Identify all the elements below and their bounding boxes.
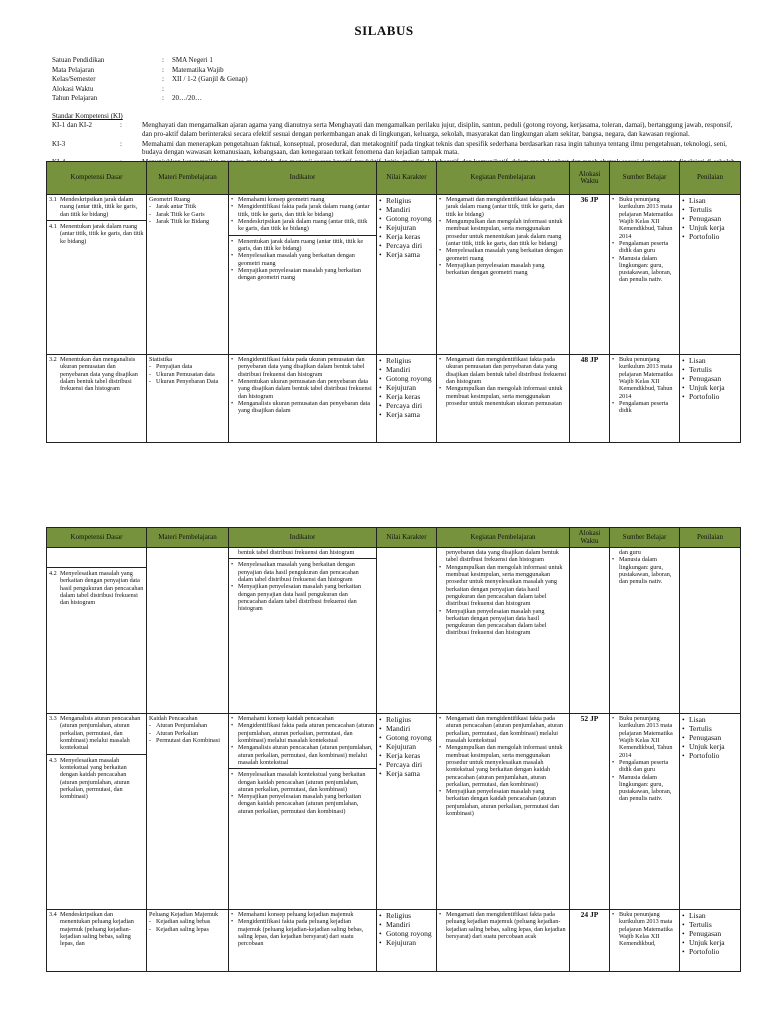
header-kegiatan: Kegiatan Pembelajaran [437, 528, 570, 548]
list-item: • Tertulis [682, 205, 738, 214]
list-item: • Unjuk kerja [682, 383, 738, 392]
header-kompetensi-dasar: Kompetensi Dasar [47, 162, 147, 195]
alokasi-cell [570, 548, 610, 714]
syllabus-table-1 [46, 161, 741, 443]
materi-cell: Peluang Kejadian Majemuk - Kejadian saling bebas - Kejadian saling lepas [147, 910, 229, 972]
ki-row: KI-1 dan KI-2 : Menghayati dan mengamalkan ajaran agama yang dianutnya serta Menghayati dan mengamalkan perilaku jujur, disiplin, santun, peduli (gotong royong, kerjasama, toleran, damai), bertanggung jawab, responsif, dan pro-aktif dalam berinteraksi secara efektif sesuai dengan perkembangan anak di lingkungan, keluarga, sekolah, masyarakat dan lingkungan alam sekitar, bangsa, negara, dan kawasan regional. [52, 121, 733, 138]
sumber-cell [610, 195, 680, 355]
list-item: • Mandiri [379, 365, 434, 374]
nilai-cell [377, 195, 437, 355]
list-item: - Jarak antar Titik [149, 203, 226, 210]
penilaian-cell [680, 910, 741, 972]
list-item: • Buku penunjang kurikulum 2013 mata pelajaran Matematika Wajib Kelas XII Kemendikbud, Tahun 2014 [612, 356, 677, 400]
list-item: • Memahami konsep kaidah pencacahan [231, 715, 374, 722]
list-item: • Menyajikan penyelesaian masalah yang berkaitan dengan kaidah pencacahan (aturan penjumlahan, aturan perkalian, permutasi dan kombinasi) [231, 793, 374, 815]
list-item: • Mandiri [379, 920, 434, 929]
header-materi: Materi Pembelajaran [147, 528, 229, 548]
list-item: • Portofolio [682, 232, 738, 241]
list-item: • Manusia dalam lingkungan: guru, pustakawan, laboran, dan penulis nativ. [612, 556, 677, 585]
kegiatan-cell [437, 714, 570, 910]
penilaian-cell [680, 355, 741, 443]
list-item: • Kejujuran [379, 938, 434, 947]
nilai-cell [377, 910, 437, 972]
kegiatan-cell [437, 910, 570, 972]
list-item: • Kejujuran [379, 383, 434, 392]
header-alokasi: Alokasi Waktu [570, 528, 610, 548]
list-item: • Mengumpulkan dan mengolah informasi untuk membuat kesimpulan, serta menggunakan prosedur untuk menentukan jarak dalam ruang (antar titik, titik ke garis, dan titik ke bidang) [439, 218, 567, 247]
list-item: - Jarak Titik ke Bidang [149, 218, 226, 225]
materi-cell: Kaidah Pencacahan - Aturan Penjumlahan - Aturan Perkalian - Permutasi dan Kombinasi [147, 714, 229, 910]
list-item: • Percaya diri [379, 241, 434, 250]
header-nilai-karakter: Nilai Karakter [377, 528, 437, 548]
list-item: • Kejujuran [379, 223, 434, 232]
list-item: • Mengidentifikasi fakta pada peluang kejadian majemuk (peluang kejadian-kejadian saling bebas, saling lepas, dan kejadian bersyarat) dari suatu percobaan [231, 918, 374, 947]
list-item: • Percaya diri [379, 401, 434, 410]
list-item: • Mengamati dan mengidentifikasi fakta pada ukuran pemusatan dan penyebaran data yang disajikan dalam bentuk tabel distribusi frekuensi dan histogram [439, 356, 567, 385]
list-item: • Kerja sama [379, 769, 434, 778]
header-indikator: Indikator [229, 528, 377, 548]
list-item: • Gotong royong [379, 374, 434, 383]
list-item: • Pengalaman peserta didik dan guru [612, 240, 677, 255]
list-item: • Penugasan [682, 374, 738, 383]
list-item: • Mandiri [379, 205, 434, 214]
meta-row: Alokasi Waktu : [52, 84, 164, 93]
list-item: - Kejadian saling lepas [149, 926, 226, 933]
meta-row: Mata Pelajaran : Matematika Wajib [52, 65, 224, 74]
list-item: • Menyajikan penyelesaian masalah yang berkaitan dengan kaidah pencacahan (aturan penjumlahan, aturan perkalian, permutasi dan kombinasi) [439, 788, 567, 817]
indikator-cell [229, 195, 377, 355]
list-item: • Buku penunjang kurikulum 2013 mata pelajaran Matematika Wajib Kelas XII Kemendikbud, Tahun 2014 [612, 196, 677, 240]
list-item: • Unjuk kerja [682, 223, 738, 232]
sumber-cell [610, 910, 680, 972]
list-item: - Permutasi dan Kombinasi [149, 737, 226, 744]
materi-cell: Statistika - Penyajian data - Ukuran Pemusatan data - Ukuran Penyebaran Data [147, 355, 229, 443]
materi-cell [147, 548, 229, 714]
list-item: • Menganalisis aturan pencacahan (aturan penjumlahan, aturan perkalian, permutasi, dan kombinasi) melalui masalah kontekstual [231, 744, 374, 766]
identity-block [52, 56, 248, 104]
list-item: • Mengamati dan mengidentifikasi fakta pada aturan pencacahan (aturan penjumlahan, aturan perkalian, permutasi, dan kombinasi) melalui masalah kontekstual [439, 715, 567, 744]
list-item: • Mengumpulkan dan mengolah informasi untuk membuat kesimpulan, serta menggunakan prosedur untuk menentukan ukuran pemusatan [439, 385, 567, 407]
list-item: • Mengumpulkan dan mengolah informasi untuk membuat kesimpulan, serta menggunakan prosedur untuk menyelesaikan masalah kontekstual yang berkaitan dengan kaidah pencacahan (aturan penjumlahan, aturan perkalian, permutasi, dan kombinasi) [439, 744, 567, 788]
list-item: • Manusia dalam lingkungan: guru, pustakawan, laboran, dan penulis nativ. [612, 774, 677, 803]
list-item: • Penugasan [682, 929, 738, 938]
kd-cell: 3.4 Mendeskripsikan dan menentukan peluang kejadian majemuk (peluang kejadian-kejadian saling bebas, saling lepas, dan [47, 910, 147, 972]
alokasi-cell: 48 JP [570, 355, 610, 443]
alokasi-cell: 36 JP [570, 195, 610, 355]
list-item: • Memahami konsep geometri ruang [231, 196, 374, 203]
list-item: • Religius [379, 196, 434, 205]
header-penilaian: Penilaian [680, 162, 741, 195]
indikator-cell [229, 910, 377, 972]
list-item: • Kerja keras [379, 232, 434, 241]
list-item: • Mandiri [379, 724, 434, 733]
sumber-cell [610, 714, 680, 910]
header-materi: Materi Pembelajaran [147, 162, 229, 195]
header-kegiatan: Kegiatan Pembelajaran [437, 162, 570, 195]
list-item: • Lisan [682, 911, 738, 920]
kd-cell: 3.3 Menganalisis aturan pencacahan (aturan penjumlahan, aturan perkalian, permutasi, dan kombinasi) melalui masalah kontekstual 4.3 Menyelesaikan masalah kontekstual yang berkaitan dengan kaidah pencacahan (aturan penjumlahan, aturan perkalian, permutasi, dan kombinasi) [47, 714, 147, 910]
document-title: SILABUS [354, 23, 414, 38]
list-item: - Ukuran Penyebaran Data [149, 378, 226, 385]
penilaian-cell [680, 714, 741, 910]
list-item: • Portofolio [682, 751, 738, 760]
list-item: • Gotong royong [379, 214, 434, 223]
header-alokasi: Alokasi Waktu [570, 162, 610, 195]
list-item: • Portofolio [682, 392, 738, 401]
list-item: • Mengidentifikasi fakta pada jarak dalam ruang (antar titik, titik ke garis, dan titik ke bidang) [231, 203, 374, 218]
list-item: • Portofolio [682, 947, 738, 956]
kegiatan-cell: penyebaran data yang disajikan dalam bentuk tabel distribusi frekuensi dan histogram • Mengumpulkan dan mengolah informasi untuk membuat kesimpulan, serta menggunakan prosedur untuk menyelesaikan masalah yang berkaitan dengan penyajian data hasil pengukuran dan pencacahan dalam tabel distribusi frekuensi dan histogram • Menyajikan penyelesaian masalah yang berkaitan dengan penyajian data hasil pengukuran dan pencacahan dalam tabel distribusi frekuensi dan histogram [437, 548, 570, 714]
header-kompetensi-dasar: Kompetensi Dasar [47, 528, 147, 548]
list-item: • Percaya diri [379, 760, 434, 769]
penilaian-cell [680, 548, 741, 714]
list-item: • Menyajikan penyelesaian masalah yang berkaitan dengan penyajian data hasil pengukuran dan pencacahan dalam tabel distribusi frekuensi dan histogram [231, 583, 374, 612]
list-item: • Menyelesaikan masalah yang berkaitan dengan penyajian data hasil pengukuran dan pencacahan dalam tabel distribusi frekuensi dan histogram [231, 561, 374, 583]
list-item: • Menyelesaikan masalah yang berkaitan dengan geometri ruang [439, 247, 567, 262]
list-item: • Memahami konsep peluang kejadian majemuk [231, 911, 374, 918]
standar-heading: Standar Kompetensi (KI) [52, 112, 123, 120]
list-item: • Menentukan jarak dalam ruang (antar titik, titik ke garis, dan titik ke bidang) [231, 238, 374, 253]
sumber-cell [610, 355, 680, 443]
list-item: - Jarak Titik ke Garis [149, 211, 226, 218]
list-item: • Mengidentifikasi fakta pada aturan pencacahan (aturan penjumlahan, aturan perkalian, permutasi, dan kombinasi) melalui masalah kontekstual [231, 722, 374, 744]
materi-cell: Geometri Ruang - Jarak antar Titik - Jarak Titik ke Garis - Jarak Titik ke Bidang [147, 195, 229, 355]
indikator-cell: bentuk tabel distribusi frekuensi dan histogram • Menyelesaikan masalah yang berkaitan dengan penyajian data hasil pengukuran dan pencacahan dalam tabel distribusi frekuensi dan histogram • Menyajikan penyelesaian masalah yang berkaitan dengan penyajian data hasil pengukuran dan pencacahan dalam tabel distribusi frekuensi dan histogram [229, 548, 377, 714]
header-indikator: Indikator [229, 162, 377, 195]
kegiatan-cell [437, 195, 570, 355]
indikator-cell [229, 714, 377, 910]
list-item: • Tertulis [682, 724, 738, 733]
list-item: • Manusia dalam lingkungan: guru, pustakawan, laboran, dan penulis nativ. [612, 255, 677, 284]
list-item: • Mendeskripsikan jarak dalam ruang (antar titik, titik ke garis, dan titik ke bidang) [231, 218, 374, 233]
list-item: • Menyelesaikan masalah kontekstual yang berkaitan dengan kaidah pencacahan (aturan penjumlahan, aturan perkalian, permutasi, dan kombinasi) [231, 771, 374, 793]
list-item: • Mengamati dan mengidentifikasi fakta pada jarak dalam ruang (antar titik, titik ke garis, dan titik ke bidang) [439, 196, 567, 218]
header-nilai-karakter: Nilai Karakter [377, 162, 437, 195]
alokasi-cell: 52 JP [570, 714, 610, 910]
list-item: • Lisan [682, 356, 738, 365]
list-item: • Mengidentifikasi fakta pada ukuran pemusatan dan penyebaran data yang disajikan dalam bentuk tabel distribusi frekuensi dan histogram [231, 356, 374, 378]
ki-row: KI-3 : Memahami dan menerapkan pengetahuan faktual, konseptual, prosedural, dan metakognitif pada tingkat teknis dan spesifik sederhana berdasarkan rasa ingin tahunya tentang ilmu pengetahuan, teknologi, seni, budaya dengan wawasan kemanusiaan, kebangsaan, dan kenegaraan terkait fenomena dan kejadian tampak mata. [52, 139, 727, 157]
list-item: • Penugasan [682, 214, 738, 223]
list-item: - Kejadian saling bebas [149, 918, 226, 925]
list-item: • Mengumpulkan dan mengolah informasi untuk membuat kesimpulan, serta menggunakan prosedur untuk menyelesaikan masalah yang berkaitan dengan penyajian data hasil pengukuran dan pencacahan dalam tabel distribusi frekuensi dan histogram [439, 564, 567, 608]
table-row [47, 714, 741, 910]
list-item: • Tertulis [682, 365, 738, 374]
list-item: • Kejujuran [379, 742, 434, 751]
kd-cell: 4.2 Menyelesaikan masalah yang berkaitan dengan penyajian data hasil pengukuran dan pencacahan dalam tabel distribusi frekuensi dan histogram [47, 548, 147, 714]
nilai-cell [377, 355, 437, 443]
list-item: • Pengalaman peserta didik [612, 400, 677, 415]
list-item: • Mengamati dan mengidentifikasi fakta pada peluang kejadian majemuk (peluang kejadian-kejadian saling bebas, saling lepas, dan kejadian bersyarat) dari suatu percobaan acak [439, 911, 567, 940]
kd-cell: 3.2 Menentukan dan menganalisis ukuran pemusatan dan penyebaran data yang disajikan dalam bentuk tabel distribusi frekuensi dan histogram [47, 355, 147, 443]
list-item: • Buku penunjang kurikulum 2013 mata pelajaran Matematika Wajib Kelas XII Kemendikbud, [612, 911, 677, 948]
table-header-row [47, 162, 741, 195]
nilai-cell [377, 548, 437, 714]
list-item: • Menentukan ukuran pemusatan dan penyebaran data yang disajikan dalam bentuk tabel distribusi frekuensi dan histogram [231, 378, 374, 400]
list-item: • Menyajikan penyelesaian masalah yang berkaitan dengan geometri ruang [439, 262, 567, 277]
meta-row: Satuan Pendidikan : SMA Negeri 1 [52, 56, 213, 64]
list-item: - Aturan Perkalian [149, 730, 226, 737]
sumber-cell: dan guru • Manusia dalam lingkungan: guru, pustakawan, laboran, dan penulis nativ. [610, 548, 680, 714]
meta-row: Tahun Pelajaran : 20…/20… [52, 94, 202, 102]
table-row [47, 910, 741, 972]
list-item: - Ukuran Pemusatan data [149, 371, 226, 378]
list-item: • Menyelesaikan masalah yang berkaitan dengan geometri ruang [231, 252, 374, 267]
header-penilaian: Penilaian [680, 528, 741, 548]
list-item: • Religius [379, 911, 434, 920]
meta-row: Kelas/Semester : XII / 1-2 (Ganjil & Genap) [52, 75, 248, 83]
penilaian-cell [680, 195, 741, 355]
list-item: • Menyajikan penyelesaian masalah yang berkaitan dengan geometri ruang [231, 267, 374, 282]
list-item: • Pengalaman peserta didik dan guru [612, 759, 677, 774]
list-item: • Menyajikan penyelesaian masalah yang berkaitan dengan penyajian data hasil pengukuran dan pencacahan dalam tabel distribusi frekuensi dan histogram [439, 608, 567, 637]
indikator-cell [229, 355, 377, 443]
list-item: • Lisan [682, 196, 738, 205]
list-item: • Lisan [682, 715, 738, 724]
list-item: • Kerja sama [379, 410, 434, 419]
table-row [47, 548, 741, 714]
kd-cell: 3.1 Mendeskripsikan jarak dalam ruang (antar titik, titik ke garis, dan titik ke bidang) 4.1 Menentukan jarak dalam ruang (antar titik, titik ke garis, dan titik ke bidang) [47, 195, 147, 355]
table-header-row [47, 528, 741, 548]
table-row [47, 195, 741, 355]
list-item: • Gotong royong [379, 929, 434, 938]
list-item: • Religius [379, 356, 434, 365]
list-item: • Penugasan [682, 733, 738, 742]
list-item: • Kerja keras [379, 392, 434, 401]
list-item: - Penyajian data [149, 363, 226, 370]
list-item: • Unjuk kerja [682, 938, 738, 947]
header-sumber: Sumber Belajar [610, 162, 680, 195]
list-item: - Aturan Penjumlahan [149, 722, 226, 729]
nilai-cell [377, 714, 437, 910]
list-item: • Religius [379, 715, 434, 724]
table-row [47, 355, 741, 443]
list-item: • Kerja keras [379, 751, 434, 760]
list-item: • Gotong royong [379, 733, 434, 742]
syllabus-table-2 [46, 527, 741, 972]
list-item: • Buku penunjang kurikulum 2013 mata pelajaran Matematika Wajib Kelas XII Kemendikbud, Tahun 2014 [612, 715, 677, 759]
list-item: • Menganalisis ukuran pemusatan dan penyebaran data yang disajikan dalam [231, 400, 374, 415]
list-item: • Unjuk kerja [682, 742, 738, 751]
alokasi-cell: 24 JP [570, 910, 610, 972]
kegiatan-cell [437, 355, 570, 443]
list-item: • Kerja sama [379, 250, 434, 259]
header-sumber: Sumber Belajar [610, 528, 680, 548]
list-item: • Tertulis [682, 920, 738, 929]
